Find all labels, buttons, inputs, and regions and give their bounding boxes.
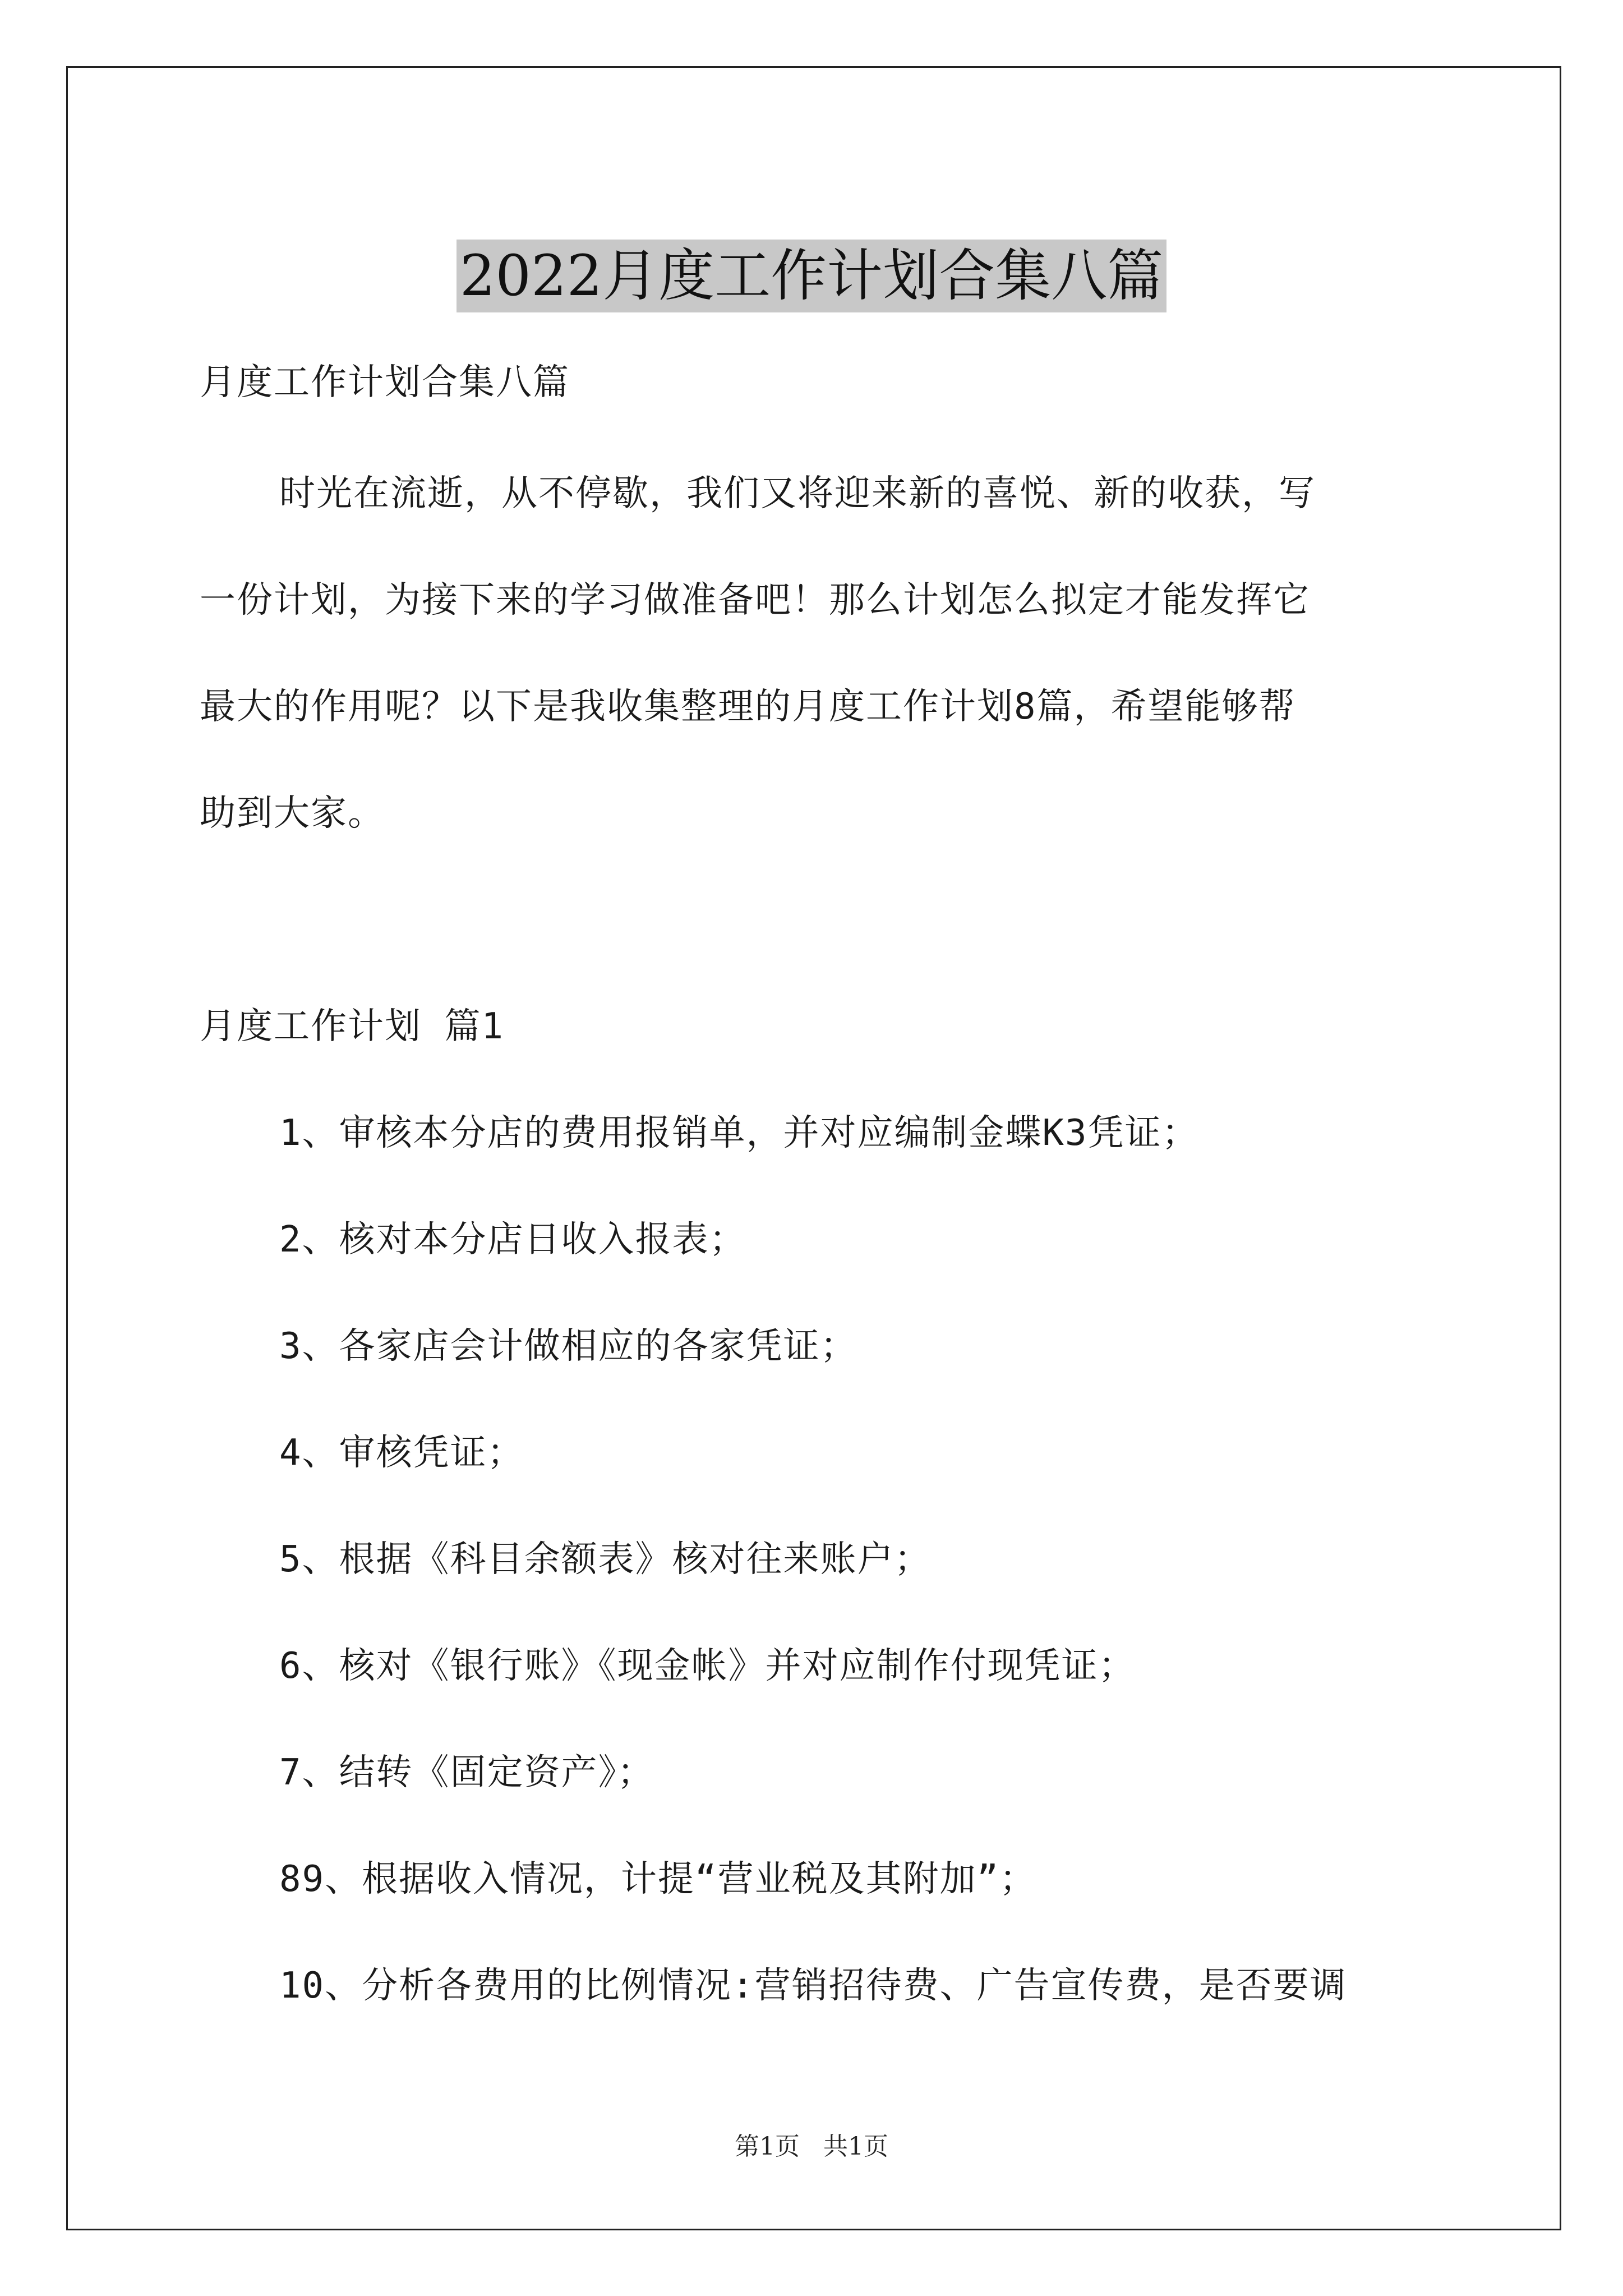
intro-paragraph-line: 时光在流逝，从不停歇，我们又将迎来新的喜悦、新的收获，写 [279, 473, 1316, 514]
list-item: 3、各家店会计做相应的各家凭证； [279, 1326, 857, 1367]
intro-paragraph-line: 最大的作用呢？以下是我收集整理的月度工作计划8篇，希望能够帮 [200, 686, 1296, 728]
intro-paragraph-line: 助到大家。 [200, 793, 385, 834]
list-item: 1、审核本分店的费用报销单，并对应编制金蝶K3凭证； [279, 1112, 1199, 1154]
list-item: 2、核对本分店日收入报表； [279, 1219, 746, 1260]
list-item: 10、分析各费用的比例情况:营销招待费、广告宣传费，是否要调 [279, 1965, 1347, 2007]
list-item: 7、结转《固定资产》； [279, 1752, 654, 1793]
page-number-footer: 第1页 共1页 [735, 2132, 888, 2161]
section-heading: 月度工作计划 篇1 [200, 1006, 505, 1047]
list-item: 5、根据《科目余额表》核对往来账户； [279, 1539, 932, 1580]
document-title: 2022月度工作计划合集八篇 [457, 240, 1167, 312]
list-item: 4、审核凭证； [279, 1432, 524, 1474]
intro-paragraph-line: 一份计划，为接下来的学习做准备吧！那么计划怎么拟定才能发挥它 [200, 579, 1310, 621]
title-container [0, 202, 1623, 350]
list-item: 89、根据收入情况，计提“营业税及其附加”； [279, 1858, 1037, 1900]
list-item: 6、核对《银行账》《现金帐》并对应制作付现凭证； [279, 1645, 1136, 1687]
document-subtitle: 月度工作计划合集八篇 [200, 362, 570, 403]
